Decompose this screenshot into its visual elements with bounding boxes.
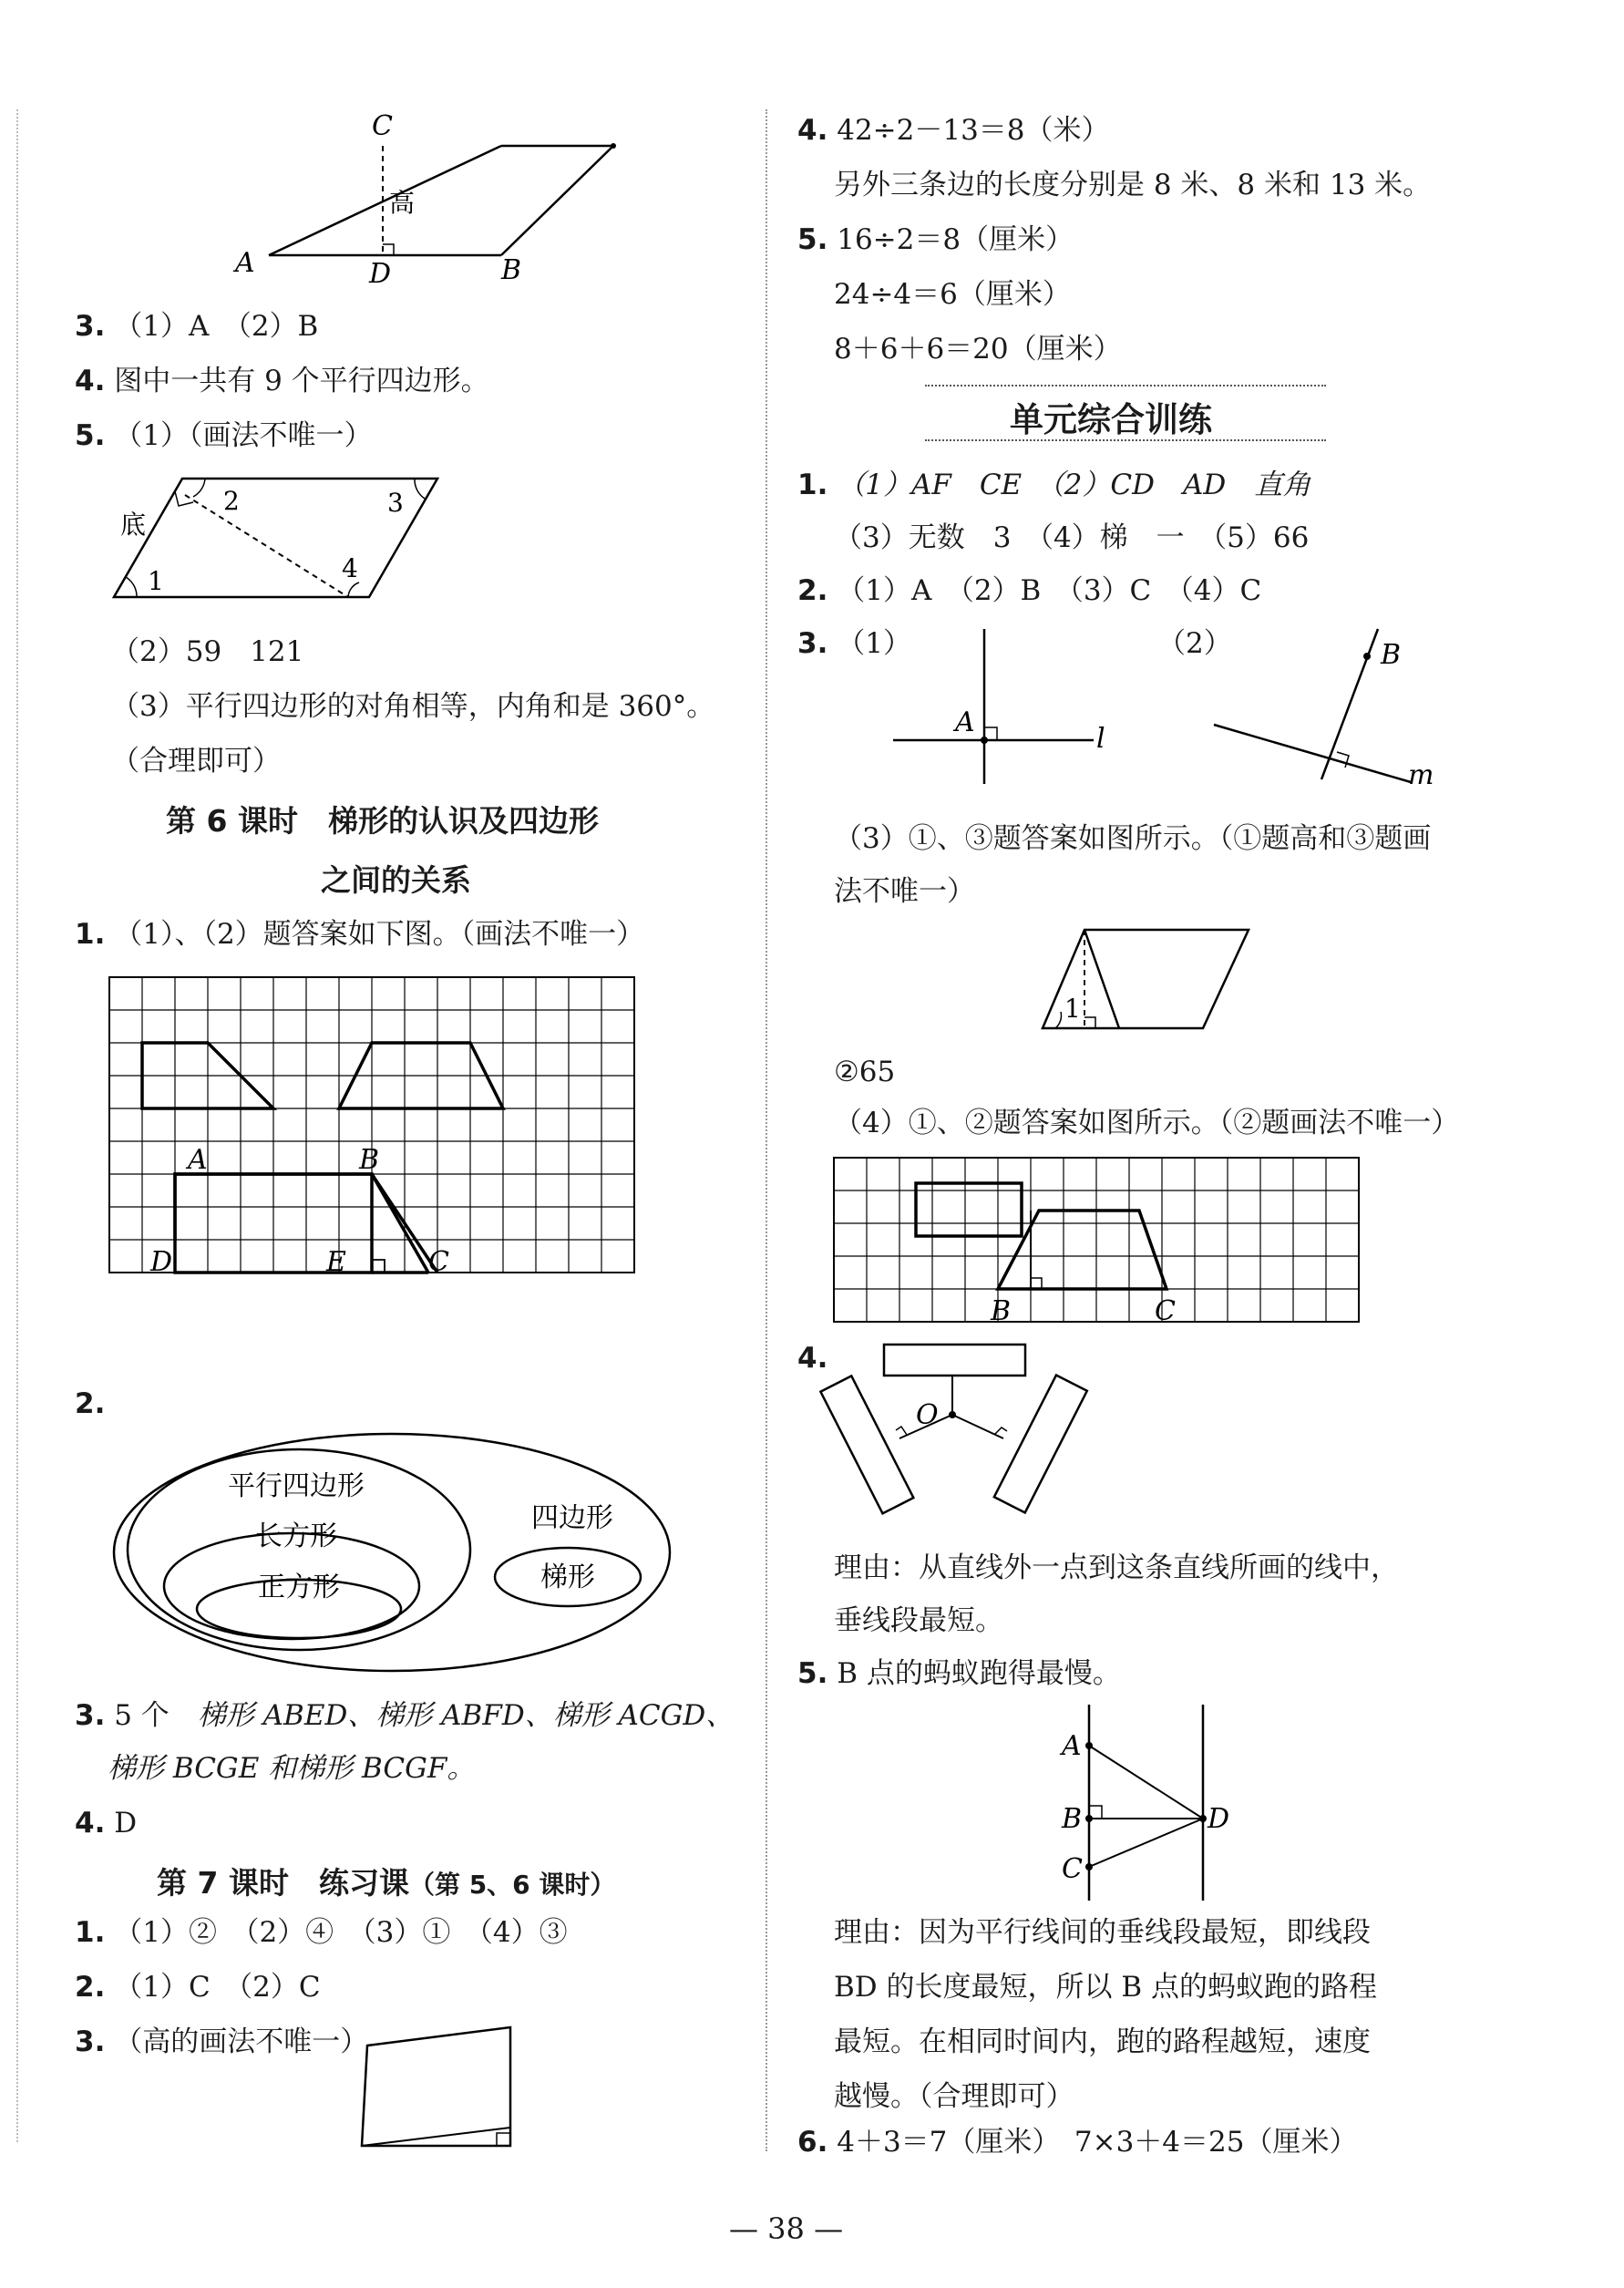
unit-q3-part3-a: （3）①、③题答案如图所示。（①题高和③题画: [834, 822, 1432, 855]
unit-title-rule-top: [925, 385, 1326, 386]
ant-path-figure: [1057, 1705, 1239, 1905]
unit-q3-part3-b: 法不唯一）: [834, 875, 975, 908]
s7-q1: 1. （1）② （2）④ （3）① （4）③: [75, 1916, 568, 1949]
perpendicular-figure-2: [1212, 629, 1458, 802]
unit-q5: 5. B 点的蚂蚁跑得最慢。: [797, 1657, 1121, 1690]
fig1-label-d: D: [369, 258, 392, 290]
grid-label-d: D: [150, 1246, 173, 1278]
unit-q1-line1: 1. （1）AF CE （2）CD AD 直角: [797, 469, 1311, 501]
unit-q3-grid-figure: [834, 1158, 1362, 1331]
unit-q5-reason-4: 越慢。（合理即可）: [834, 2080, 1074, 2113]
ant-label-d: D: [1208, 1803, 1230, 1835]
right-q5-line1: 5. 16÷2＝8（厘米）: [797, 223, 1074, 256]
fig1-label-height: 高: [389, 188, 416, 218]
unit-q5-reason-3: 最短。在相同时间内，跑的路程越短，速度: [834, 2025, 1371, 2058]
s7-q2: 2. （1）C （2）C: [75, 1971, 321, 2004]
right-q5-line2: 24÷4＝6（厘米）: [834, 278, 1071, 311]
fig5-angle-4: 4: [342, 553, 358, 583]
grid-label-e: E: [326, 1246, 346, 1278]
parallelogram-height-figure: [228, 109, 638, 292]
unit-q3-part2: （2）: [1157, 627, 1232, 660]
parallelogram-angles-figure: [109, 469, 456, 615]
venn-rectangle: 长方形: [255, 1520, 337, 1552]
venn-parallelogram: 平行四边形: [228, 1470, 365, 1502]
venn-quadrilateral: 四边形: [531, 1502, 613, 1534]
left-margin-line: [16, 109, 18, 2142]
unit-q4-bars-figure: [825, 1340, 1089, 1541]
unit-q2: 2. （1）A （2）B （3）C （4）C: [797, 574, 1262, 607]
s6-q4: 4. D: [75, 1807, 138, 1840]
unit-q4-number: 4.: [797, 1342, 828, 1375]
fig3-label-m: m: [1408, 759, 1434, 791]
fig5-angle-1: 1: [148, 566, 164, 596]
grid2-label-c: C: [1155, 1295, 1176, 1327]
fig3-label-a: A: [955, 706, 975, 738]
fig3-angle-1: 1: [1064, 994, 1081, 1024]
venn-trapezoid: 梯形: [540, 1561, 595, 1593]
ant-label-c: C: [1062, 1853, 1083, 1885]
unit-q5-reason-1: 理由：因为平行线间的垂线段最短，即线段: [834, 1916, 1371, 1949]
unit-q3-part1: 3. （1）: [797, 627, 911, 660]
venn-square: 正方形: [258, 1572, 340, 1603]
left-q3: 3. （1）A （2）B: [75, 310, 319, 343]
ant-label-b: B: [1062, 1803, 1083, 1835]
s6-q3-line2: 梯形 BCGE 和梯形 BCGF。: [108, 1752, 476, 1785]
unit-title: 单元综合训练: [1010, 400, 1212, 439]
s6-q3-line1: 3. 5 个 梯形 ABED、梯形 ABFD、梯形 ACGD、: [75, 1699, 735, 1732]
fig1-label-b: B: [501, 254, 522, 286]
right-q5-line3: 8＋6＋6＝20（厘米）: [834, 333, 1122, 366]
left-q5-part2: （2）59 121: [111, 635, 304, 668]
unit-q1-line2: （3）无数 3 （4）梯 一 （5）66: [834, 521, 1310, 554]
column-divider: [766, 109, 767, 2151]
s7-q3-figure: [360, 2025, 519, 2153]
section-7-title: 第 7 课时 练习课（第 5、6 课时）: [157, 1865, 616, 1901]
left-q5-part3-note: （合理即可）: [111, 745, 281, 778]
fig1-label-a: A: [235, 247, 255, 279]
fig5-angle-2: 2: [223, 486, 240, 516]
right-q4-line1: 4. 42÷2－13＝8（米）: [797, 114, 1110, 147]
triangle-parallelogram-figure: [1039, 926, 1258, 1036]
grid2-label-b: B: [991, 1295, 1012, 1327]
grid-label-c: C: [428, 1246, 449, 1278]
perpendicular-figure-1: [889, 629, 1125, 793]
unit-q4-reason-1: 理由：从直线外一点到这条直线所画的线中，: [834, 1551, 1399, 1584]
unit-q6: 6. 4＋3＝7（厘米） 7×3＋4＝25（厘米）: [797, 2126, 1358, 2159]
unit-q3-part3-c: ②65: [834, 1056, 896, 1088]
fig5-label-base: 底: [120, 510, 147, 540]
unit-title-rule-bottom: [925, 439, 1326, 441]
unit-q5-reason-2: BD 的长度最短，所以 B 点的蚂蚁跑的路程: [834, 1971, 1377, 2004]
left-q5: 5. （1）（画法不唯一）: [75, 419, 373, 452]
section-6-title-line1: 第 6 课时 梯形的认识及四边形: [166, 803, 599, 839]
unit-q3-part4: （4）①、②题答案如图所示。（②题画法不唯一）: [834, 1107, 1460, 1139]
page-number: — 38 —: [729, 2211, 844, 2246]
s7-q3: 3. （高的画法不唯一）: [75, 2025, 369, 2058]
grid-label-a: A: [188, 1144, 208, 1176]
unit-q4-reason-2: 垂线段最短。: [834, 1604, 1003, 1637]
left-q4: 4. 图中一共有 9 个平行四边形。: [75, 365, 489, 397]
trapezoid-grid-figure: [109, 977, 638, 1287]
fig3-label-b: B: [1381, 639, 1402, 671]
s6-q1: 1. （1）、（2）题答案如下图。（画法不唯一）: [75, 918, 645, 951]
left-q5-part3: （3）平行四边形的对角相等，内角和是 360°。: [111, 690, 715, 723]
fig3-label-l: l: [1096, 723, 1105, 755]
grid-label-b: B: [359, 1144, 380, 1176]
quadrilateral-venn-diagram: [109, 1427, 684, 1682]
s6-q2-number: 2.: [75, 1387, 106, 1420]
ant-label-a: A: [1062, 1730, 1082, 1762]
fig1-label-c: C: [372, 110, 393, 142]
right-q4-line2: 另外三条边的长度分别是 8 米、8 米和 13 米。: [834, 169, 1432, 201]
bars-label-o: O: [916, 1399, 939, 1431]
section-6-title-line2: 之间的关系: [321, 862, 471, 898]
fig5-angle-3: 3: [387, 488, 404, 518]
